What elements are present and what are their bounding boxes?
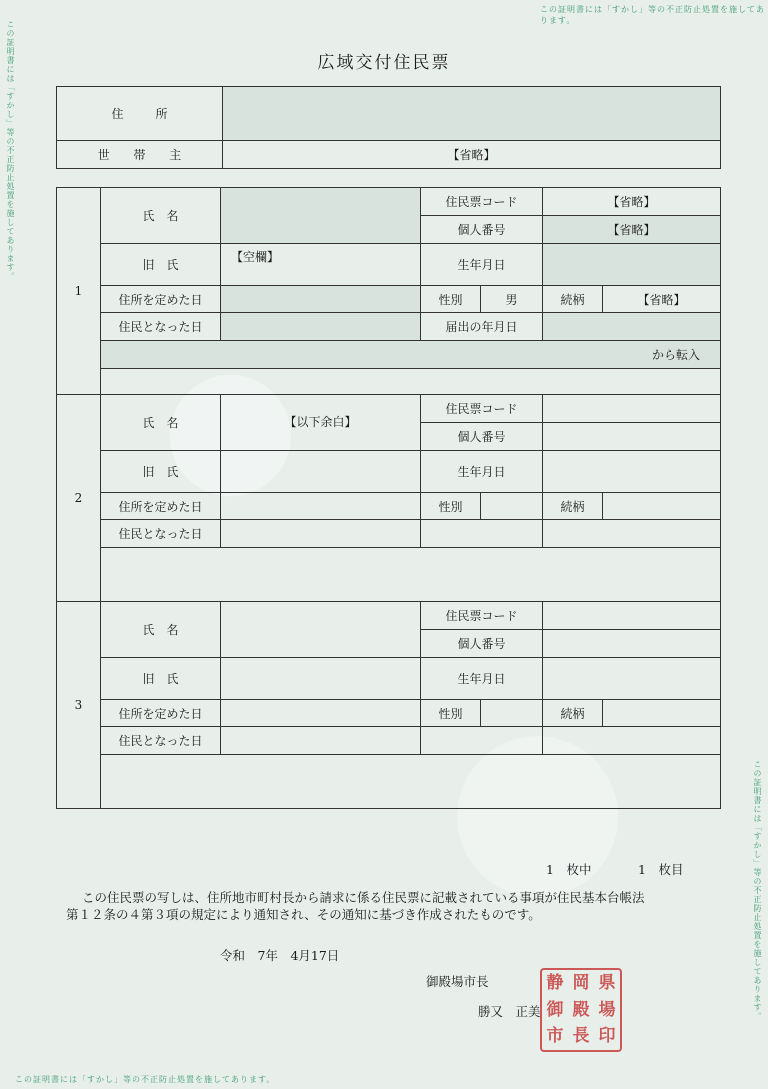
gender-value [481,700,543,727]
person-block-2 [56,394,721,602]
gender-label: 性別 [421,493,481,520]
my-number-label: 個人番号 [421,216,543,244]
resident-date-label: 住民となった日 [101,313,221,341]
statement-line-2: 第１２条の４第３項の規定により通知され、その通知に基づき作成されたものです。 [66,907,541,922]
notice-date-value [543,313,721,341]
birth-label: 生年月日 [421,244,543,286]
resident-date-value [221,313,421,341]
issue-date: 令和 7年 4月17日 [220,948,340,963]
birth-value [543,451,721,493]
old-name-label: 旧 氏 [101,244,221,286]
old-name-value [221,451,421,493]
person-block-3 [56,601,721,809]
old-name-label: 旧 氏 [101,658,221,700]
statement-line-1: この住民票の写しは、住所地市町村長から請求に係る住民票に記載されている事項が住民基本台帳法 [82,890,645,905]
gender-value [481,493,543,520]
my-number-value [543,423,721,451]
my-number-value: 【省略】 [543,216,721,244]
householder-value: 【省略】 [223,141,721,169]
relation-label: 続柄 [543,493,603,520]
old-name-label: 旧 氏 [101,451,221,493]
issuer-name: 勝又 正美 [478,1004,541,1019]
moved-date-value [221,493,421,520]
moved-date-label: 住所を定めた日 [101,286,221,313]
moved-date-label: 住所を定めた日 [101,493,221,520]
resident-date-label: 住民となった日 [101,520,221,548]
official-seal: 静 岡 県 御 殿 場 市 長 印 [540,968,622,1052]
name-label: 氏 名 [101,188,221,244]
old-name-value: 【空欄】 [221,244,421,286]
name-value [221,188,421,244]
name-label: 氏 名 [101,602,221,658]
issuer-title: 御殿場市長 [426,974,489,989]
relation-value: 【省略】 [603,286,721,313]
edge-text-right: この証明書には「すかし」等の不正防止処置を施してあります。 [753,760,762,1021]
resident-date-value [221,520,421,548]
my-number-label: 個人番号 [421,630,543,658]
relation-label: 続柄 [543,286,603,313]
address-value [223,87,721,141]
person-number: 3 [57,602,101,809]
edge-text-left: この証明書には「すかし」等の不正防止処置を施してあります。 [6,20,15,281]
remark-value: から転入 [101,341,721,369]
gender-label: 性別 [421,700,481,727]
resident-date-label: 住民となった日 [101,727,221,755]
gender-value: 男 [481,286,543,313]
address-label: 住 所 [57,87,223,141]
my-number-label: 個人番号 [421,423,543,451]
notice-date-value [421,727,543,755]
name-label: 氏 名 [101,395,221,451]
notice-date-extra [543,520,721,548]
code-label: 住民票コード [421,602,543,630]
relation-value [603,493,721,520]
notice-date-extra [543,727,721,755]
my-number-value [543,630,721,658]
moved-date-label: 住所を定めた日 [101,700,221,727]
sheet-total: 1 枚中 [546,862,592,877]
remark-blank [101,755,721,809]
code-value: 【省略】 [543,188,721,216]
person-block-1 [56,187,721,395]
address-table [56,86,721,169]
notice-date-label: 届出の年月日 [421,313,543,341]
moved-date-value [221,700,421,727]
sheet-number: 1 枚目 [638,862,684,877]
gender-label: 性別 [421,286,481,313]
resident-date-value [221,727,421,755]
birth-label: 生年月日 [421,658,543,700]
birth-value [543,244,721,286]
remark-blank [101,548,721,602]
moved-date-value [221,286,421,313]
birth-label: 生年月日 [421,451,543,493]
edge-text-top: この証明書には「すかし」等の不正防止処置を施してあります。 [540,5,765,25]
code-value [543,602,721,630]
code-label: 住民票コード [421,395,543,423]
relation-value [603,700,721,727]
remark-blank [101,369,721,395]
householder-label: 世 帯 主 [57,141,223,169]
birth-value [543,658,721,700]
notice-date-value [421,520,543,548]
person-number: 2 [57,395,101,602]
person-number: 1 [57,188,101,395]
name-value [221,602,421,658]
old-name-value [221,658,421,700]
code-value [543,395,721,423]
relation-label: 続柄 [543,700,603,727]
code-label: 住民票コード [421,188,543,216]
document-title: 広域交付住民票 [317,53,451,73]
name-value: 【以下余白】 [221,395,421,451]
edge-text-bottom: この証明書には「すかし」等の不正防止処置を施してあります。 [15,1075,276,1084]
